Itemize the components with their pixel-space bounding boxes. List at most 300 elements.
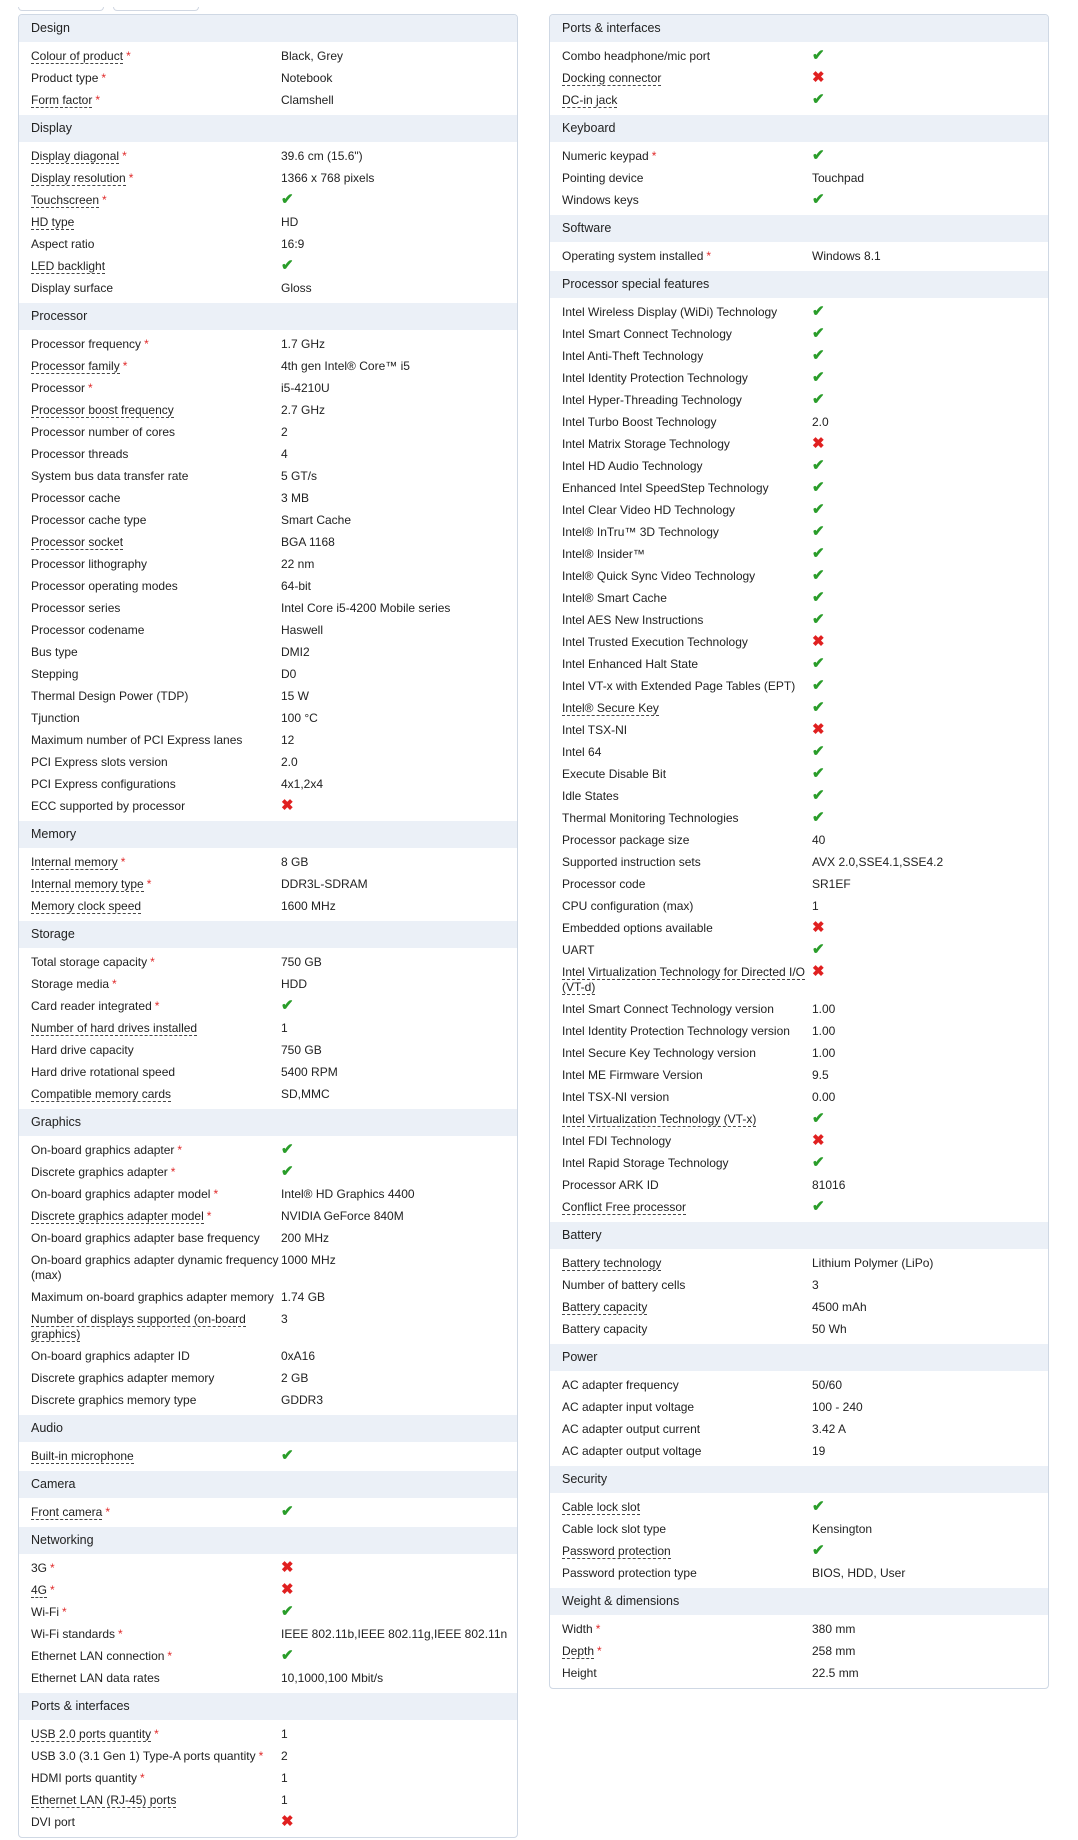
spec-value-text: NVIDIA GeForce 840M bbox=[281, 1209, 404, 1223]
spec-row bbox=[19, 1745, 517, 1767]
spec-value-text: 1 bbox=[812, 899, 819, 913]
spec-row bbox=[550, 1518, 1048, 1540]
spec-value-text: 1000 MHz bbox=[281, 1253, 336, 1267]
check-icon: ✔ bbox=[812, 325, 825, 342]
spec-value bbox=[281, 751, 517, 773]
spec-label bbox=[19, 1667, 281, 1689]
spec-row bbox=[19, 421, 517, 443]
spec-label-help-link[interactable]: Display diagonal bbox=[31, 149, 120, 163]
spec-value bbox=[812, 433, 1048, 455]
spec-value bbox=[281, 67, 517, 89]
spec-label-text: Hard drive capacity bbox=[31, 1043, 134, 1057]
spec-label-help-link[interactable]: Form factor bbox=[31, 93, 93, 107]
cross-icon: ✖ bbox=[281, 1581, 294, 1598]
spec-label-help-link[interactable]: LED backlight bbox=[31, 259, 106, 273]
spec-label bbox=[19, 575, 281, 597]
spec-label-help-link[interactable]: Internal memory bbox=[31, 855, 118, 869]
spec-label bbox=[550, 1562, 812, 1584]
section-title-power: Power bbox=[550, 1344, 1048, 1371]
spec-value bbox=[812, 301, 1048, 323]
spec-label-help-link[interactable]: Ethernet LAN (RJ-45) ports bbox=[31, 1793, 177, 1807]
section-title-storage: Storage bbox=[19, 921, 517, 948]
required-asterisk: * bbox=[122, 149, 127, 163]
spec-value bbox=[812, 998, 1048, 1020]
spec-label bbox=[550, 1064, 812, 1086]
spec-label-text: PCI Express slots version bbox=[31, 755, 168, 769]
spec-value-text: 1.00 bbox=[812, 1024, 836, 1038]
spec-value bbox=[812, 1274, 1048, 1296]
spec-value bbox=[812, 1640, 1048, 1662]
spec-value bbox=[281, 1667, 517, 1689]
spec-value-text: SD,MMC bbox=[281, 1087, 330, 1101]
spec-value bbox=[281, 1227, 517, 1249]
spec-label bbox=[550, 1252, 812, 1274]
spec-value-text: BIOS, HDD, User bbox=[812, 1566, 906, 1580]
spec-label bbox=[550, 1318, 812, 1340]
spec-row bbox=[19, 597, 517, 619]
spec-row bbox=[19, 355, 517, 377]
spec-value bbox=[281, 851, 517, 873]
spec-label-text: Wi-Fi standards bbox=[31, 1627, 116, 1641]
spec-label-help-link[interactable]: Number of displays supported (on-board graphics) bbox=[31, 1312, 246, 1341]
spec-value bbox=[812, 521, 1048, 543]
spec-value bbox=[812, 939, 1048, 961]
spec-value bbox=[812, 895, 1048, 917]
spec-row bbox=[19, 1345, 517, 1367]
spec-label bbox=[550, 1496, 812, 1518]
spec-value bbox=[281, 1601, 517, 1623]
spec-label-text: Pointing device bbox=[562, 171, 644, 185]
spec-label bbox=[19, 1017, 281, 1039]
spec-row bbox=[19, 995, 517, 1017]
spec-label-text: Processor frequency bbox=[31, 337, 142, 351]
spec-label-help-link[interactable]: Built-in microphone bbox=[31, 1449, 134, 1463]
spec-value bbox=[812, 675, 1048, 697]
check-icon: ✔ bbox=[812, 303, 825, 320]
spec-value bbox=[812, 1064, 1048, 1086]
spec-label bbox=[19, 851, 281, 873]
spec-label bbox=[19, 1083, 281, 1105]
spec-value bbox=[281, 1501, 517, 1523]
spec-value bbox=[281, 553, 517, 575]
spec-label bbox=[550, 1640, 812, 1662]
spec-label-text: Intel® Insider™ bbox=[562, 547, 645, 561]
spec-label bbox=[19, 509, 281, 531]
spec-value bbox=[812, 1086, 1048, 1108]
required-asterisk: * bbox=[213, 1187, 219, 1201]
spec-value bbox=[812, 145, 1048, 167]
required-asterisk: * bbox=[50, 1561, 55, 1575]
spec-value bbox=[812, 631, 1048, 653]
spec-value bbox=[281, 773, 517, 795]
spec-label bbox=[19, 1767, 281, 1789]
spec-value bbox=[281, 1161, 517, 1183]
check-icon: ✔ bbox=[281, 1647, 294, 1664]
spec-label-text: Intel FDI Technology bbox=[562, 1134, 672, 1148]
spec-value bbox=[812, 697, 1048, 719]
spec-value-text: 200 MHz bbox=[281, 1231, 330, 1245]
spec-value bbox=[281, 1308, 517, 1330]
spec-label-text: Processor codename bbox=[31, 623, 145, 637]
spec-row bbox=[550, 1196, 1048, 1218]
check-icon: ✔ bbox=[281, 257, 294, 274]
spec-label-help-link[interactable]: Password protection bbox=[562, 1544, 671, 1558]
tab-stub-1[interactable] bbox=[18, 7, 104, 11]
check-icon: ✔ bbox=[281, 997, 294, 1014]
spec-row bbox=[550, 1396, 1048, 1418]
spec-label bbox=[19, 1623, 281, 1645]
spec-label bbox=[19, 1389, 281, 1411]
spec-value bbox=[281, 1249, 517, 1271]
spec-label-help-link[interactable]: Cable lock slot bbox=[562, 1500, 641, 1514]
spec-label-help-link[interactable]: USB 2.0 ports quantity bbox=[31, 1727, 152, 1741]
spec-label bbox=[19, 1789, 281, 1811]
spec-row bbox=[19, 1445, 517, 1467]
spec-row bbox=[550, 167, 1048, 189]
spec-label-text: AC adapter input voltage bbox=[562, 1400, 695, 1414]
spec-label bbox=[550, 653, 812, 675]
spec-label-help-link[interactable]: Docking connector bbox=[562, 71, 662, 85]
spec-value bbox=[812, 609, 1048, 631]
spec-label-text: Processor ARK ID bbox=[562, 1178, 659, 1192]
spec-value bbox=[281, 45, 517, 67]
spec-row bbox=[19, 1579, 517, 1601]
spec-row bbox=[19, 973, 517, 995]
spec-value bbox=[281, 1579, 517, 1601]
spec-value bbox=[281, 1767, 517, 1789]
spec-label-text: Intel® Quick Sync Video Technology bbox=[562, 569, 756, 583]
spec-label-text: HDMI ports quantity bbox=[31, 1771, 138, 1785]
spec-value-text: AVX 2.0,SSE4.1,SSE4.2 bbox=[812, 855, 944, 869]
spec-row bbox=[550, 609, 1048, 631]
spec-label bbox=[19, 951, 281, 973]
spec-value bbox=[281, 707, 517, 729]
spec-label bbox=[550, 1518, 812, 1540]
spec-row bbox=[19, 1789, 517, 1811]
cross-icon: ✖ bbox=[812, 919, 825, 936]
check-icon: ✔ bbox=[812, 191, 825, 208]
spec-row bbox=[19, 1161, 517, 1183]
spec-label bbox=[19, 1286, 281, 1308]
spec-value bbox=[812, 587, 1048, 609]
spec-row bbox=[19, 1723, 517, 1745]
spec-label-help-link[interactable]: Intel® Secure Key bbox=[562, 701, 659, 715]
spec-label-text: Intel Smart Connect Technology version bbox=[562, 1002, 774, 1016]
required-asterisk: * bbox=[706, 249, 712, 263]
spec-value-text: 2 GB bbox=[281, 1371, 309, 1385]
required-asterisk: * bbox=[144, 337, 149, 351]
spec-row bbox=[550, 917, 1048, 939]
spec-row bbox=[19, 333, 517, 355]
spec-label-help-link[interactable]: Touchscreen bbox=[31, 193, 100, 207]
spec-label-text: Number of battery cells bbox=[562, 1278, 686, 1292]
check-icon: ✔ bbox=[281, 1141, 294, 1158]
spec-label-text: Intel Enhanced Halt State bbox=[562, 657, 699, 671]
spec-row bbox=[550, 323, 1048, 345]
spec-value bbox=[812, 1440, 1048, 1462]
spec-value bbox=[812, 167, 1048, 189]
spec-row bbox=[550, 543, 1048, 565]
spec-value-text: 4 bbox=[281, 447, 288, 461]
spec-label-help-link[interactable]: Conflict Free processor bbox=[562, 1200, 687, 1214]
spec-label bbox=[550, 67, 812, 89]
spec-value bbox=[812, 1130, 1048, 1152]
spec-value bbox=[281, 277, 517, 299]
spec-row bbox=[550, 719, 1048, 741]
spec-value-text: 3.42 A bbox=[812, 1422, 847, 1436]
spec-row bbox=[19, 45, 517, 67]
spec-value bbox=[281, 795, 517, 817]
required-asterisk: * bbox=[154, 1727, 159, 1741]
spec-label-help-link[interactable]: Discrete graphics adapter model bbox=[31, 1209, 204, 1223]
check-icon: ✔ bbox=[812, 347, 825, 364]
spec-row bbox=[550, 1274, 1048, 1296]
check-icon: ✔ bbox=[812, 391, 825, 408]
spec-row bbox=[19, 377, 517, 399]
spec-value bbox=[812, 1418, 1048, 1440]
section-body-display bbox=[19, 142, 517, 303]
spec-label-help-link[interactable]: Compatible memory cards bbox=[31, 1087, 172, 1101]
required-asterisk: * bbox=[112, 977, 117, 991]
spec-value bbox=[812, 653, 1048, 675]
spec-label-help-link[interactable]: Processor socket bbox=[31, 535, 124, 549]
spec-label-text: Width bbox=[562, 1622, 593, 1636]
check-icon: ✔ bbox=[812, 147, 825, 164]
spec-label bbox=[19, 1061, 281, 1083]
spec-column-left bbox=[18, 14, 518, 1838]
spec-label bbox=[550, 1130, 812, 1152]
tab-stub-2[interactable] bbox=[113, 7, 199, 11]
spec-value bbox=[812, 741, 1048, 763]
spec-row bbox=[550, 1042, 1048, 1064]
spec-value-text: SR1EF bbox=[812, 877, 851, 891]
spec-label-help-link[interactable]: HD type bbox=[31, 215, 75, 229]
spec-value-text: BGA 1168 bbox=[281, 535, 335, 549]
cross-icon: ✖ bbox=[812, 633, 825, 650]
spec-label bbox=[550, 1618, 812, 1640]
spec-row bbox=[19, 795, 517, 817]
spec-label bbox=[19, 685, 281, 707]
check-icon: ✔ bbox=[281, 1447, 294, 1464]
cross-icon: ✖ bbox=[281, 1559, 294, 1576]
spec-label-help-link[interactable]: DC-in jack bbox=[562, 93, 618, 107]
spec-label-text: Processor lithography bbox=[31, 557, 148, 571]
spec-value bbox=[281, 1389, 517, 1411]
spec-label-text: Ethernet LAN connection bbox=[31, 1649, 165, 1663]
spec-label-text: Intel Identity Protection Technology bbox=[562, 371, 748, 385]
spec-value bbox=[281, 597, 517, 619]
spec-label bbox=[550, 873, 812, 895]
required-asterisk: * bbox=[50, 1583, 55, 1597]
spec-row bbox=[19, 1645, 517, 1667]
spec-label-help-link[interactable]: 4G bbox=[31, 1583, 48, 1597]
spec-label-help-link[interactable]: Processor boost frequency bbox=[31, 403, 174, 417]
spec-label-text: Intel TSX-NI version bbox=[562, 1090, 670, 1104]
spec-label-text: Bus type bbox=[31, 645, 78, 659]
spec-row bbox=[550, 1130, 1048, 1152]
spec-label bbox=[550, 998, 812, 1020]
spec-label-text: Execute Disable Bit bbox=[562, 767, 667, 781]
spec-value bbox=[812, 785, 1048, 807]
spec-label-help-link[interactable]: Internal memory type bbox=[31, 877, 144, 891]
spec-value bbox=[812, 917, 1048, 939]
spec-row bbox=[550, 1640, 1048, 1662]
spec-value-text: HDD bbox=[281, 977, 307, 991]
required-asterisk: * bbox=[101, 71, 107, 85]
spec-row bbox=[19, 509, 517, 531]
spec-label-help-link[interactable]: Intel Virtualization Technology for Directed I/O (VT-d) bbox=[562, 965, 806, 994]
spec-row bbox=[19, 1601, 517, 1623]
spec-label-help-link[interactable]: Number of hard drives installed bbox=[31, 1021, 198, 1035]
spec-row bbox=[550, 675, 1048, 697]
spec-value-text: HD bbox=[281, 215, 299, 229]
required-asterisk: * bbox=[167, 1649, 173, 1663]
spec-label-help-link[interactable]: Battery technology bbox=[562, 1256, 662, 1270]
spec-value bbox=[281, 509, 517, 531]
section-body-processor-special-features bbox=[550, 298, 1048, 1222]
spec-value-text: Haswell bbox=[281, 623, 324, 637]
spec-row bbox=[19, 1367, 517, 1389]
spec-label bbox=[19, 619, 281, 641]
check-icon: ✔ bbox=[812, 743, 825, 760]
spec-label-help-link[interactable]: Battery capacity bbox=[562, 1300, 648, 1314]
spec-label-text: Discrete graphics adapter memory bbox=[31, 1371, 215, 1385]
spec-label bbox=[550, 1540, 812, 1562]
spec-label-text: Processor series bbox=[31, 601, 121, 615]
spec-label bbox=[550, 1418, 812, 1440]
spec-label-text: AC adapter frequency bbox=[562, 1378, 679, 1392]
spec-label-text: On-board graphics adapter model bbox=[31, 1187, 211, 1201]
spec-label bbox=[550, 1274, 812, 1296]
spec-value-text: 81016 bbox=[812, 1178, 846, 1192]
spec-label bbox=[550, 1296, 812, 1318]
spec-label-help-link[interactable]: Colour of product bbox=[31, 49, 124, 63]
section-title-keyboard: Keyboard bbox=[550, 115, 1048, 142]
section-title-memory: Memory bbox=[19, 821, 517, 848]
spec-value bbox=[281, 1139, 517, 1161]
spec-value bbox=[812, 323, 1048, 345]
spec-row bbox=[19, 1227, 517, 1249]
spec-value bbox=[281, 1623, 517, 1645]
spec-label bbox=[550, 851, 812, 873]
spec-label-text: Intel Identity Protection Technology version bbox=[562, 1024, 790, 1038]
spec-label bbox=[19, 1723, 281, 1745]
spec-label-text: Intel Hyper-Threading Technology bbox=[562, 393, 742, 407]
spec-value bbox=[812, 543, 1048, 565]
spec-label bbox=[19, 1161, 281, 1183]
spec-value bbox=[812, 1152, 1048, 1174]
spec-label bbox=[19, 873, 281, 895]
spec-value-text: Touchpad bbox=[812, 171, 865, 185]
section-title-ports-interfaces: Ports & interfaces bbox=[19, 1693, 517, 1720]
section-body-storage bbox=[19, 948, 517, 1109]
spec-label-text: Intel TSX-NI bbox=[562, 723, 628, 737]
spec-row bbox=[19, 1139, 517, 1161]
spec-label-help-link[interactable]: Display resolution bbox=[31, 171, 126, 185]
check-icon: ✔ bbox=[812, 501, 825, 518]
spec-row bbox=[550, 301, 1048, 323]
section-body-memory bbox=[19, 848, 517, 921]
spec-value bbox=[281, 1345, 517, 1367]
required-asterisk: * bbox=[61, 1605, 67, 1619]
spec-label-text: AC adapter output current bbox=[562, 1422, 701, 1436]
spec-value bbox=[281, 951, 517, 973]
spec-value-text: Intel® HD Graphics 4400 bbox=[281, 1187, 415, 1201]
spec-label bbox=[550, 455, 812, 477]
check-icon: ✔ bbox=[812, 809, 825, 826]
cross-icon: ✖ bbox=[281, 1813, 294, 1830]
spec-label bbox=[550, 433, 812, 455]
spec-row bbox=[550, 653, 1048, 675]
spec-label-text: Aspect ratio bbox=[31, 237, 95, 251]
spec-value bbox=[812, 807, 1048, 829]
spec-row bbox=[19, 751, 517, 773]
section-body-ports-interfaces bbox=[550, 42, 1048, 115]
spec-row bbox=[19, 1501, 517, 1523]
spec-row bbox=[19, 619, 517, 641]
spec-value bbox=[812, 1396, 1048, 1418]
spec-row bbox=[550, 763, 1048, 785]
spec-label-text: Card reader integrated bbox=[31, 999, 152, 1013]
spec-label bbox=[550, 89, 812, 111]
spec-value-text: 1 bbox=[281, 1771, 288, 1785]
spec-label bbox=[550, 1196, 812, 1218]
spec-value-text: Clamshell bbox=[281, 93, 334, 107]
check-icon: ✔ bbox=[812, 91, 825, 108]
spec-row bbox=[550, 1374, 1048, 1396]
spec-value-text: 1.7 GHz bbox=[281, 337, 326, 351]
spec-label-help-link[interactable]: Processor family bbox=[31, 359, 120, 373]
spec-row bbox=[550, 741, 1048, 763]
spec-row bbox=[19, 233, 517, 255]
spec-label-help-link[interactable]: Intel Virtualization Technology (VT-x) bbox=[562, 1112, 757, 1126]
spec-value bbox=[281, 575, 517, 597]
spec-value-text: 50 Wh bbox=[812, 1322, 847, 1336]
spec-row bbox=[550, 345, 1048, 367]
spec-label-text: Thermal Monitoring Technologies bbox=[562, 811, 739, 825]
spec-label-help-link[interactable]: Front camera bbox=[31, 1505, 103, 1519]
spec-label bbox=[550, 829, 812, 851]
spec-label bbox=[550, 631, 812, 653]
spec-label-help-link[interactable]: Memory clock speed bbox=[31, 899, 142, 913]
spec-label bbox=[550, 543, 812, 565]
spec-label-text: Numeric keypad bbox=[562, 149, 649, 163]
spec-value-text: 3 bbox=[812, 1278, 819, 1292]
spec-row bbox=[19, 895, 517, 917]
top-tabs bbox=[18, 0, 205, 4]
check-icon: ✔ bbox=[812, 457, 825, 474]
spec-label-text: Total storage capacity bbox=[31, 955, 148, 969]
spec-label bbox=[550, 609, 812, 631]
spec-value bbox=[281, 729, 517, 751]
spec-label bbox=[19, 421, 281, 443]
spec-row bbox=[19, 1667, 517, 1689]
spec-label bbox=[19, 67, 281, 89]
spec-row bbox=[550, 1562, 1048, 1584]
spec-label-text: Display surface bbox=[31, 281, 114, 295]
required-asterisk: * bbox=[126, 49, 131, 63]
spec-row bbox=[550, 45, 1048, 67]
spec-label-text: Storage media bbox=[31, 977, 110, 991]
spec-label-text: Intel ME Firmware Version bbox=[562, 1068, 703, 1082]
spec-value bbox=[281, 167, 517, 189]
spec-label-text: Battery capacity bbox=[562, 1322, 648, 1336]
spec-value bbox=[812, 873, 1048, 895]
spec-value-text: 4th gen Intel® Core™ i5 bbox=[281, 359, 410, 373]
spec-row bbox=[19, 663, 517, 685]
spec-label bbox=[550, 1152, 812, 1174]
spec-label-help-link[interactable]: Depth bbox=[562, 1644, 595, 1658]
